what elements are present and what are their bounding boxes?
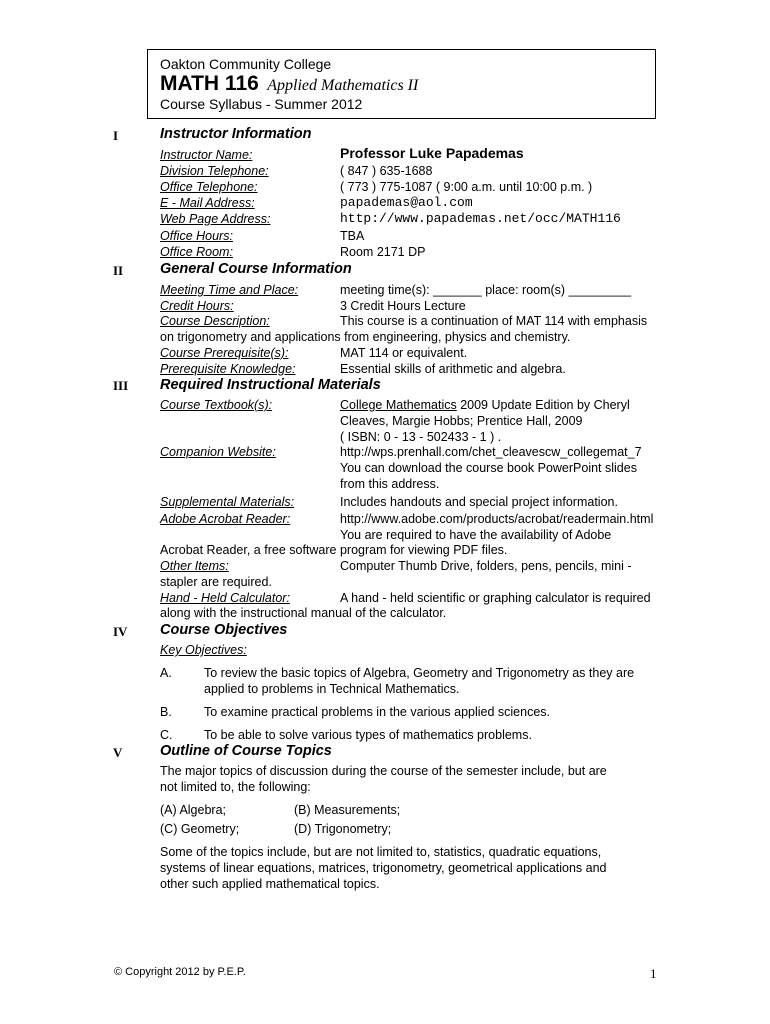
section-2-numeral: II [113, 263, 124, 278]
supplemental-label: Supplemental Materials: [160, 495, 295, 509]
topics-intro-1: The major topics of discussion during the course of the semester include, but are [160, 764, 607, 778]
topic-d: (D) Trigonometry; [294, 822, 392, 836]
credit-label: Credit Hours: [160, 299, 234, 313]
other-items-value: Computer Thumb Drive, folders, pens, pencils, mini - [340, 559, 632, 573]
email-value[interactable]: papademas@aol.com [340, 195, 473, 210]
office-telephone-label: Office Telephone: [160, 180, 258, 194]
topic-a: (A) Algebra; [160, 803, 227, 817]
adobe-url[interactable]: http://www.adobe.com/products/acrobat/readermain.html [340, 512, 654, 526]
course-name: Applied Mathematics II [267, 77, 419, 94]
objective-a-text-2: applied to problems in Technical Mathematics. [204, 682, 460, 696]
textbook-edition: 2009 Update Edition by Cheryl [456, 398, 630, 412]
instructor-name-label: Instructor Name: [160, 148, 253, 162]
web-page-value[interactable]: http://www.papademas.net/occ/MATH116 [340, 211, 621, 226]
textbook-title: College Mathematics [340, 398, 457, 412]
supplemental-value: Includes handouts and special project information. [340, 495, 618, 509]
description-value: This course is a continuation of MAT 114 with emphasis [340, 314, 648, 328]
textbook-label: Course Textbook(s): [160, 398, 273, 412]
office-hours-label: Office Hours: [160, 229, 233, 243]
other-items-label: Other Items: [160, 559, 229, 573]
prerequisite-value: MAT 114 or equivalent. [340, 346, 468, 360]
college-name: Oakton Community College [160, 56, 332, 72]
section-5-numeral: V [113, 745, 123, 760]
topics-intro-2: not limited to, the following: [160, 780, 311, 794]
instructor-name-value: Professor Luke Papademas [340, 145, 524, 161]
knowledge-label: Prerequisite Knowledge: [160, 362, 296, 376]
knowledge-value: Essential skills of arithmetic and algebra. [340, 362, 566, 376]
calculator-continued: along with the instructional manual of the calculator. [160, 606, 447, 620]
copyright: © Copyright 2012 by P.E.P. [114, 966, 246, 978]
office-hours-value: TBA [340, 229, 365, 243]
section-5-title: Outline of Course Topics [160, 743, 332, 759]
section-1-title: Instructor Information [160, 126, 312, 142]
objective-a-text: To review the basic topics of Algebra, Geometry and Trigonometry as they are [204, 666, 635, 680]
adobe-label: Adobe Acrobat Reader: [160, 512, 291, 526]
page-number: 1 [650, 966, 657, 981]
prerequisite-label: Course Prerequisite(s): [160, 346, 289, 360]
syllabus-title: Course Syllabus - Summer 2012 [160, 96, 363, 112]
email-label: E - Mail Address: [160, 196, 255, 210]
section-4-title: Course Objectives [160, 622, 288, 638]
topic-b: (B) Measurements; [294, 803, 401, 817]
meeting-value: meeting time(s): _______ place: room(s) _________ [340, 283, 632, 297]
description-continued: on trigonometry and applications from engineering, physics and chemistry. [160, 330, 571, 344]
course-code: MATH 116 [160, 72, 259, 95]
section-3-title: Required Instructional Materials [160, 377, 381, 393]
objective-b-text: To examine practical problems in the various applied sciences. [204, 705, 551, 719]
office-room-label: Office Room: [160, 245, 233, 259]
meeting-label: Meeting Time and Place: [160, 283, 299, 297]
topics-closing-3: other such applied mathematical topics. [160, 877, 380, 891]
key-objectives-label: Key Objectives: [160, 643, 247, 657]
textbook-value [340, 397, 630, 413]
adobe-line-2: You are required to have the availability of Adobe [340, 528, 612, 542]
objective-b-letter: B. [160, 705, 172, 719]
description-label: Course Description: [160, 314, 270, 328]
office-room-value: Room 2171 DP [340, 245, 426, 259]
companion-line-3: from this address. [340, 477, 440, 491]
section-3-numeral: III [113, 378, 129, 393]
division-telephone-value: ( 847 ) 635-1688 [340, 164, 433, 178]
division-telephone-label: Division Telephone: [160, 164, 269, 178]
office-telephone-value: ( 773 ) 775-1087 ( 9:00 a.m. until 10:00 p.m. ) [340, 180, 593, 194]
objective-a-letter: A. [160, 666, 172, 680]
companion-url[interactable]: http://wps.prenhall.com/chet_cleavescw_collegemat_7 [340, 445, 642, 459]
section-2-title: General Course Information [160, 261, 352, 277]
topic-c: (C) Geometry; [160, 822, 240, 836]
textbook-isbn: ( ISBN: 0 - 13 - 502433 - 1 ) . [340, 430, 502, 444]
objective-c-text: To be able to solve various types of mathematics problems. [204, 728, 532, 742]
calculator-label: Hand - Held Calculator: [160, 591, 290, 605]
section-4-numeral: IV [113, 624, 128, 639]
web-page-label: Web Page Address: [160, 212, 271, 226]
other-items-continued: stapler are required. [160, 575, 272, 589]
topics-closing-2: systems of linear equations, matrices, trigonometry, geometrical applications and [160, 861, 607, 875]
adobe-continued: Acrobat Reader, a free software program for viewing PDF files. [160, 543, 508, 557]
companion-label: Companion Website: [160, 445, 276, 459]
credit-value: 3 Credit Hours Lecture [340, 299, 466, 313]
calculator-value: A hand - held scientific or graphing calculator is required [340, 591, 651, 605]
section-1-numeral: I [113, 128, 119, 143]
textbook-line-2: Cleaves, Margie Hobbs; Prentice Hall, 2009 [340, 414, 583, 428]
companion-line-2: You can download the course book PowerPoint slides [340, 461, 637, 475]
topics-closing-1: Some of the topics include, but are not limited to, statistics, quadratic equations, [160, 845, 602, 859]
course-title [160, 72, 418, 96]
objective-c-letter: C. [160, 728, 173, 742]
